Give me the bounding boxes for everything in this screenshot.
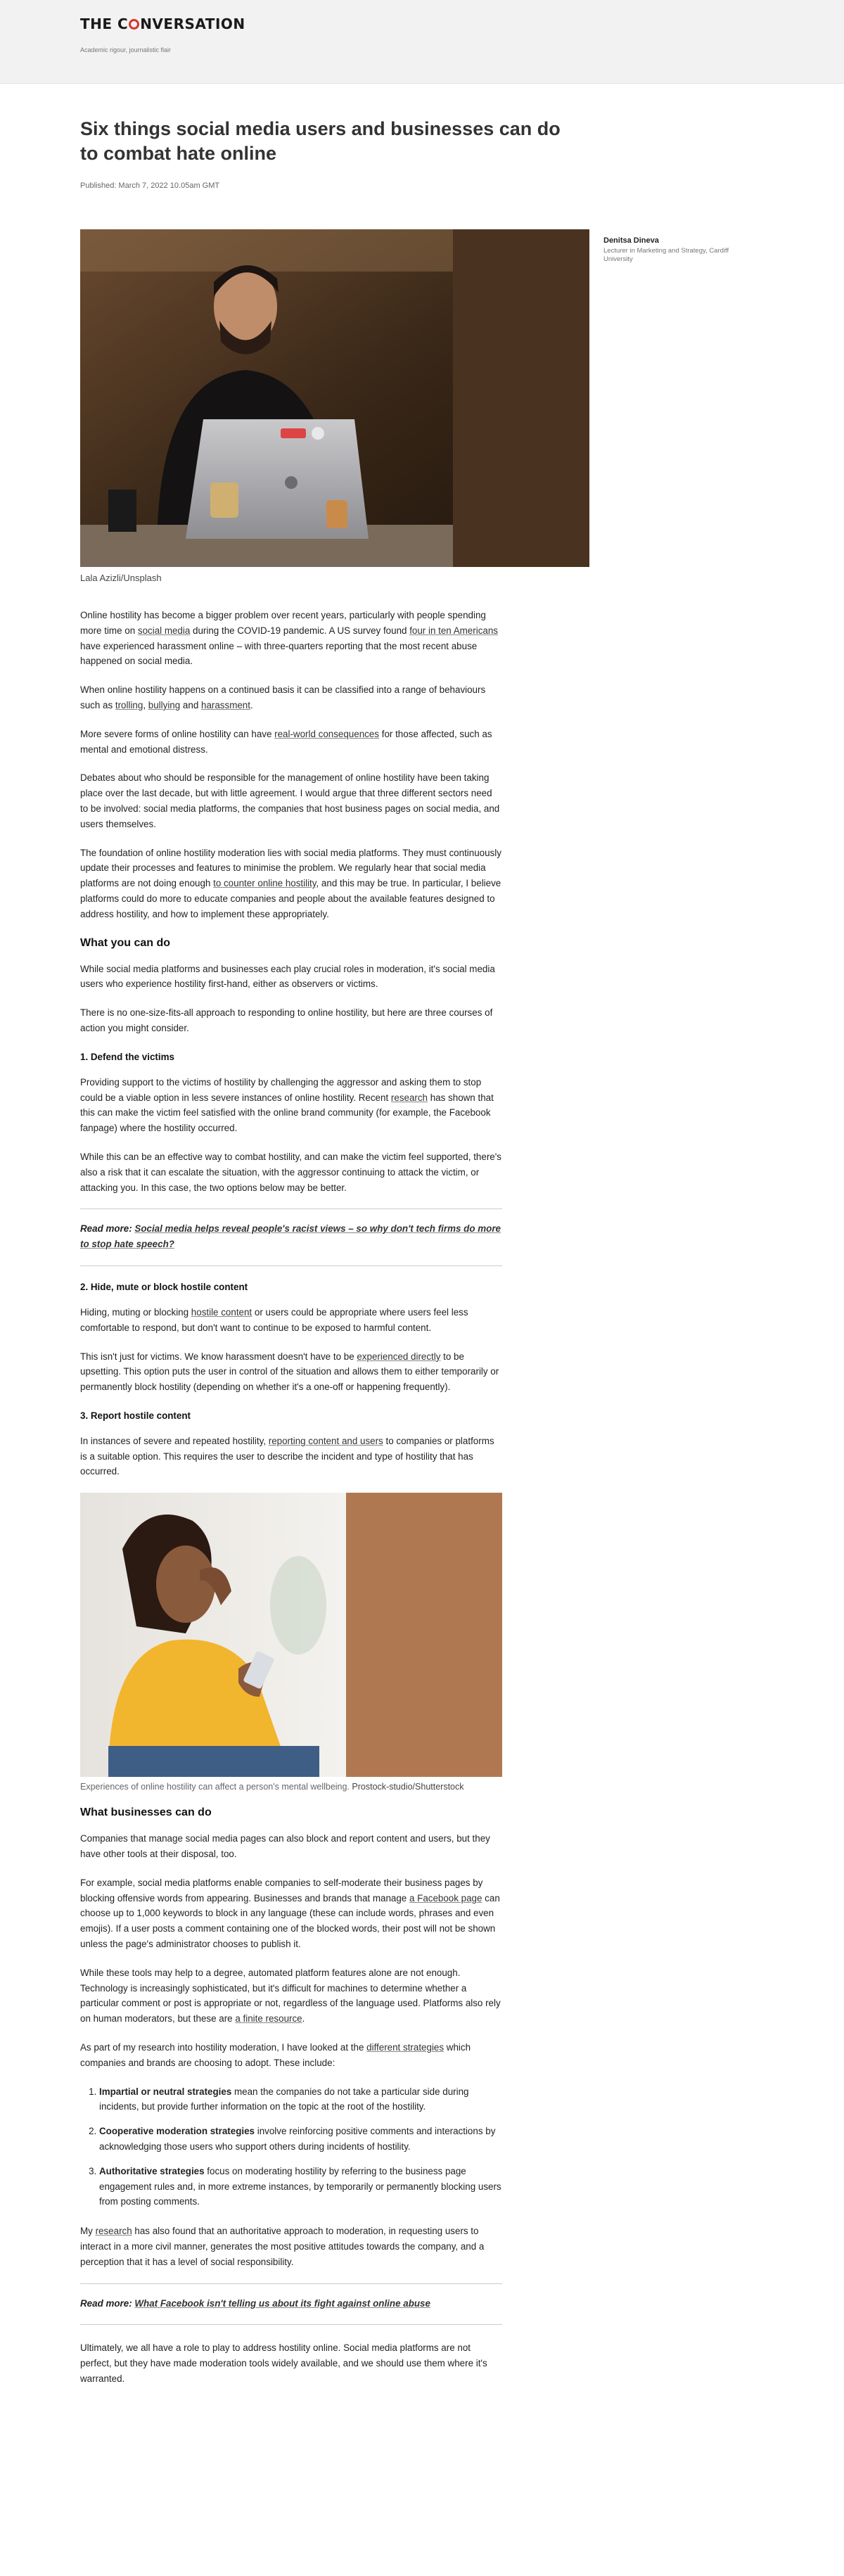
site-logo[interactable]: THE C NVERSATION bbox=[80, 15, 245, 32]
paragraph: This isn't just for victims. We know harassment doesn't have to be experienced directly to be upsetting. This option puts the user in control of the situation and allows them to either temporarily or permanently block hostility (depending on whether it's a one-off or happening frequently). bbox=[80, 1351, 499, 1393]
read-more-box bbox=[80, 2283, 502, 2326]
paragraph: More severe forms of online hostility can have real-world consequences for those affected, such as mental and emotional distress. bbox=[80, 728, 492, 755]
inline-link[interactable]: bullying bbox=[148, 699, 181, 710]
paragraph: While this can be an effective way to combat hostility, and can make the victim feel supported, there's also a risk that it can escalate the situation, with the aggressor continuing to attack the victim, or attacking you. In this case, the two options below may be better. bbox=[80, 1151, 501, 1193]
paragraph: Online hostility has become a bigger problem over recent years, particularly with people spending more time on social media during the COVID-19 pandemic. A US survey found four in ten Americans have experienced harassment online – with three-quarters reporting that the most recent abuse happened on social media. bbox=[80, 610, 498, 667]
author-role: Lecturer in Marketing and Strategy, Cardiff University bbox=[603, 247, 729, 263]
inline-link[interactable]: research bbox=[390, 1092, 428, 1103]
inline-link[interactable]: harassment bbox=[201, 699, 250, 710]
image-caption: Experiences of online hostility can affect a person's mental wellbeing. Prostock-studio/Shutterstock bbox=[80, 1782, 464, 1792]
read-more-link[interactable]: Social media helps reveal people's racist views – so why don't tech firms do more to stop hate speech? bbox=[80, 1223, 501, 1250]
inline-link[interactable]: reporting content and users bbox=[268, 1435, 383, 1446]
paragraph: When online hostility happens on a continued basis it can be classified into a range of behaviours such as trolling, bullying and harassment. bbox=[80, 684, 486, 710]
section-heading: What businesses can do bbox=[80, 1806, 212, 1819]
published-date: Published: March 7, 2022 10.05am GMT bbox=[80, 181, 220, 190]
image-credit: Prostock-studio/Shutterstock bbox=[352, 1782, 464, 1792]
list-item: 2. Cooperative moderation strategies involve reinforcing positive comments and interactions by acknowledging those users who support others during incidents of hostility. bbox=[99, 2124, 502, 2155]
read-more-box bbox=[80, 1209, 502, 1266]
site-header bbox=[0, 0, 844, 84]
logo-ring-icon bbox=[129, 19, 139, 30]
author-card[interactable] bbox=[603, 236, 758, 264]
list-item: 3. Authoritative strategies focus on moderating hostility by referring to the business page engagement rules and, in more extreme instances, by temporarily or permanently blocking users from posting comments. bbox=[99, 2164, 502, 2210]
inline-link[interactable]: real-world consequences bbox=[274, 728, 379, 739]
author-name[interactable]: Denitsa Dineva bbox=[603, 236, 659, 245]
read-more-label: Read more: bbox=[80, 1223, 135, 1235]
strategy-list bbox=[80, 2084, 502, 2210]
hero-caption: Lala Azizli/Unsplash bbox=[80, 573, 162, 583]
paragraph: Companies that manage social media pages can also block and report content and users, but they have other tools at their disposal, too. bbox=[80, 1833, 490, 1860]
article-image bbox=[80, 1493, 502, 1777]
paragraph: Debates about who should be responsible for the management of online hostility have been taking place over the last decade, but with little agreement. I would argue that three different sectors need to be involved: social media platforms, the companies that host business pages on social media, and users themselves. bbox=[80, 772, 500, 829]
inline-link[interactable]: a Facebook page bbox=[409, 1892, 482, 1904]
inline-link[interactable]: four in ten Americans bbox=[409, 625, 498, 636]
inline-link[interactable]: hostile content bbox=[191, 1306, 252, 1318]
paragraph: While social media platforms and businesses each play crucial roles in moderation, it's social media users who experience hostility first-hand, either as observers or victims. bbox=[80, 963, 495, 990]
subsection-heading: 3. Report hostile content bbox=[80, 1410, 191, 1421]
inline-link[interactable]: a finite resource bbox=[235, 2013, 302, 2025]
read-more-link[interactable]: What Facebook isn't telling us about its fight against online abuse bbox=[134, 2297, 430, 2309]
paragraph: Providing support to the victims of hostility by challenging the aggressor and asking them to stop could be a viable option in less severe instances of online hostility. Recent research has shown that this can make the victim feel satisfied with the online brand community (for example, the Facebook fanpage) where the hostility occurred. bbox=[80, 1076, 494, 1134]
inline-link[interactable]: different strategies bbox=[366, 2042, 445, 2053]
paragraph: My research has also found that an authoritative approach to moderation, in requesting users to interact in a more civil manner, generates the most positive attitudes towards the company, and a perception that it has a level of social responsibility. bbox=[80, 2226, 485, 2267]
section-heading: What you can do bbox=[80, 936, 170, 949]
paragraph: Hiding, muting or blocking hostile content or users could be appropriate where users feel less comfortable to respond, but don't want to continue to be exposed to harmful content. bbox=[80, 1306, 468, 1333]
inline-link[interactable]: to counter online hostility bbox=[213, 878, 316, 889]
paragraph: The foundation of online hostility moderation lies with social media platforms. They must continuously update their processes and features to minimise the problem. We regularly hear that social media platforms are not doing enough to counter online hostility, and this may be true. In particular, I believe platforms could do more to educate companies and people about the available features designed to address hostility, and how to implement these appropriately. bbox=[80, 847, 501, 919]
article-body bbox=[80, 608, 502, 2400]
paragraph: Ultimately, we all have a role to play to address hostility online. Social media platforms are not perfect, but they have made moderation tools widely available, and we should use them where it's warranted. bbox=[80, 2342, 487, 2384]
inline-link[interactable]: trolling bbox=[115, 699, 143, 710]
site-tagline: Academic rigour, journalistic flair bbox=[80, 46, 172, 53]
inline-link[interactable]: research bbox=[95, 2226, 132, 2237]
paragraph: In instances of severe and repeated hostility, reporting content and users to companies or platforms is a suitable option. This requires the user to describe the incident and type of hostility that has occurred. bbox=[80, 1435, 494, 1477]
read-more-label: Read more: bbox=[80, 2297, 135, 2309]
paragraph: There is no one-size-fits-all approach to responding to online hostility, but here are three courses of action you might consider. bbox=[80, 1007, 493, 1033]
inline-link[interactable]: social media bbox=[137, 625, 191, 636]
paragraph: As part of my research into hostility moderation, I have looked at the different strategies which companies and brands are choosing to adopt. These include: bbox=[80, 2042, 471, 2068]
list-item: 1. Impartial or neutral strategies mean the companies do not take a particular side during incidents, but provide further information on the topic at the root of the hostility. bbox=[99, 2084, 502, 2115]
paragraph: For example, social media platforms enable companies to self-moderate their business pages by blocking offensive words from appearing. Businesses and brands that manage a Facebook page can choose up to 1,000 keywords to block in any language (these can include words, phrases and even emojis). If a user posts a comment containing one of the blocked words, their post will not be shown unless the page's administrator chooses to publish it. bbox=[80, 1877, 500, 1950]
inline-link[interactable]: experienced directly bbox=[357, 1351, 441, 1362]
subsection-heading: 1. Defend the victims bbox=[80, 1051, 174, 1062]
paragraph: While these tools may help to a degree, automated platform features alone are not enough. Technology is increasingly sophisticated, but it's difficult for machines to determine whether a particular comment or post is appropriate or not, regardless of the language used. Platforms also rely on human moderators, but these are a finite resource. bbox=[80, 1967, 501, 2025]
hero-image bbox=[80, 229, 589, 567]
article-title: Six things social media users and businesses can do to combat hate online bbox=[80, 118, 561, 164]
subsection-heading: 2. Hide, mute or block hostile content bbox=[80, 1281, 248, 1292]
